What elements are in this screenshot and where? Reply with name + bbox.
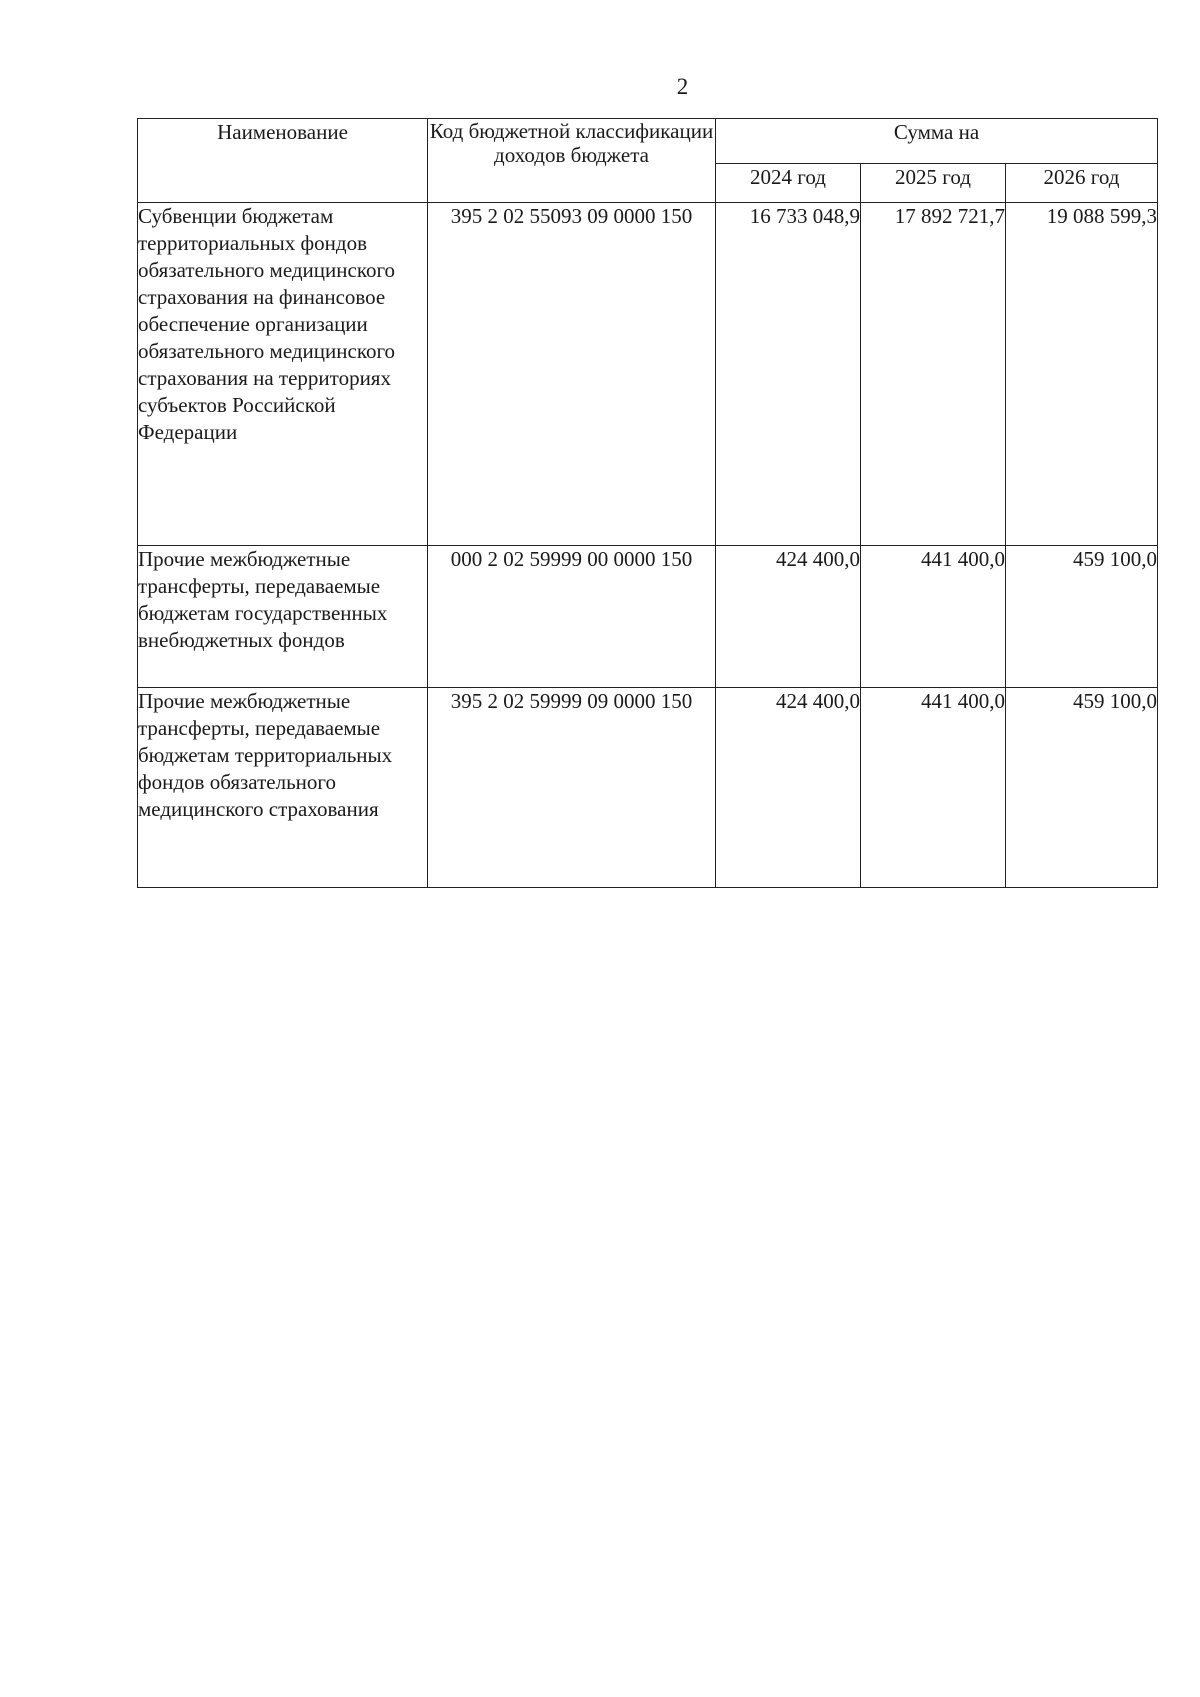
row-value-2024: 16 733 048,9	[716, 203, 861, 546]
header-year-2025: 2025 год	[861, 164, 1006, 203]
table-row	[138, 546, 1158, 688]
table-header	[138, 119, 1158, 203]
table-row	[138, 688, 1158, 888]
table-row	[138, 203, 1158, 546]
header-name: Наименование	[138, 119, 428, 203]
header-row	[138, 119, 1158, 164]
row-code: 000 2 02 59999 00 0000 150	[428, 546, 716, 688]
header-sum: Сумма на	[716, 119, 1158, 164]
page-number: 2	[676, 74, 689, 99]
row-code: 395 2 02 59999 09 0000 150	[428, 688, 716, 888]
row-value-2025: 441 400,0	[861, 546, 1006, 688]
row-value-2026: 459 100,0	[1006, 546, 1158, 688]
row-code: 395 2 02 55093 09 0000 150	[428, 203, 716, 546]
row-value-2026: 19 088 599,3	[1006, 203, 1158, 546]
row-value-2026: 459 100,0	[1006, 688, 1158, 888]
row-value-2025: 17 892 721,7	[861, 203, 1006, 546]
row-value-2024: 424 400,0	[716, 688, 861, 888]
row-value-2025: 441 400,0	[861, 688, 1006, 888]
revenue-table	[137, 118, 1158, 888]
row-name: Прочие межбюджетные трансферты, передаваемые бюджетам территориальных фондов обязательного медицинского страхования	[138, 688, 428, 888]
row-name: Прочие межбюджетные трансферты, передаваемые бюджетам государственных внебюджетных фондов	[138, 546, 428, 688]
row-value-2024: 424 400,0	[716, 546, 861, 688]
header-year-2024: 2024 год	[716, 164, 861, 203]
header-code: Код бюджетной классификации доходов бюджета	[428, 119, 716, 203]
table-body	[138, 203, 1158, 888]
row-name: Субвенции бюджетам территориальных фондов обязательного медицинского страхования на финансовое обеспечение организации обязательного медицинского страхования на территориях субъектов Российской Федерации	[138, 203, 428, 546]
header-year-2026: 2026 год	[1006, 164, 1158, 203]
